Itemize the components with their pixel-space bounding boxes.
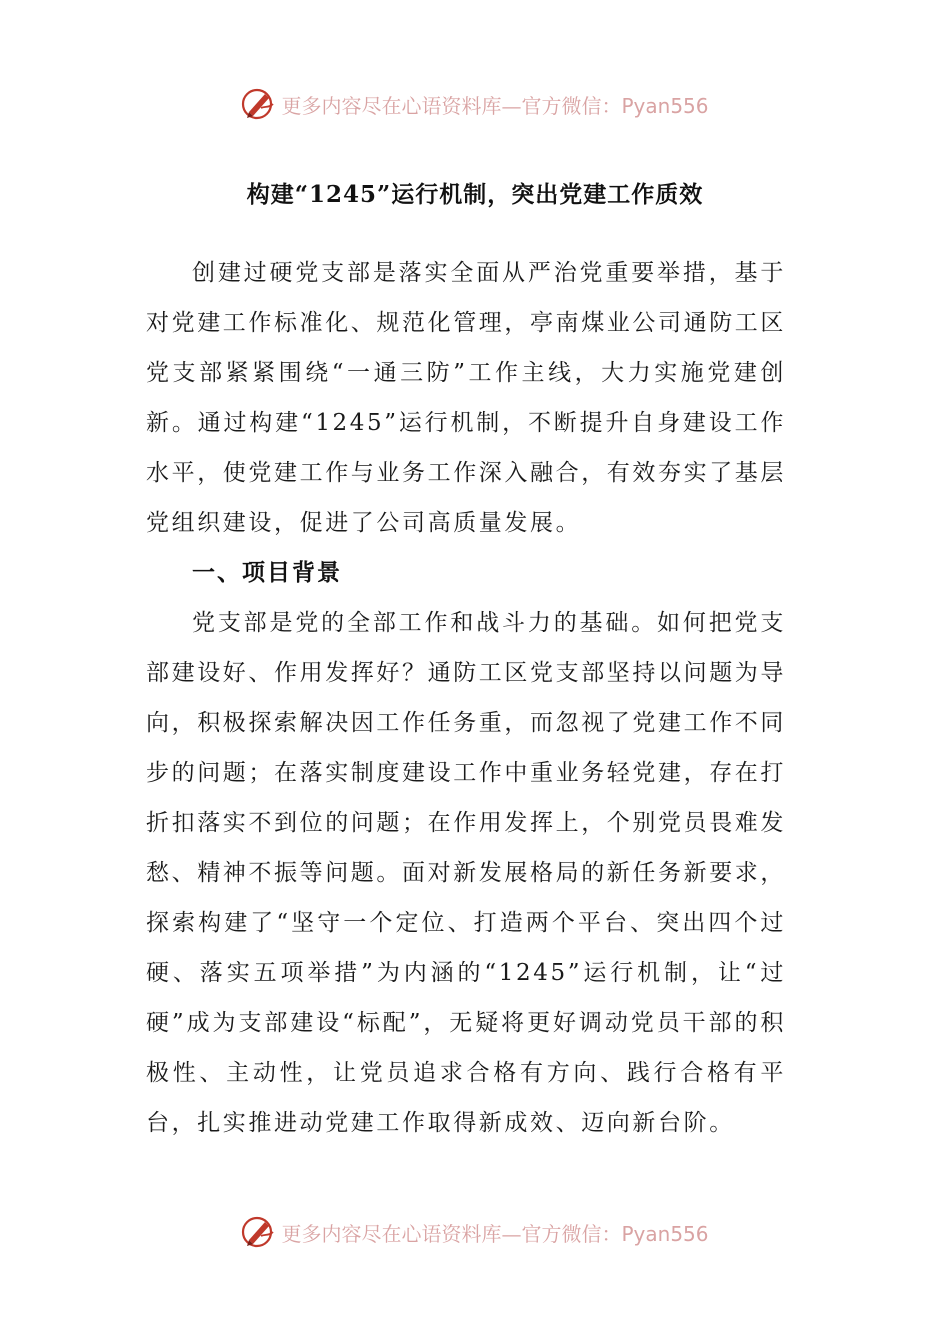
pen-logo-icon <box>241 86 277 122</box>
watermark-banner-bottom <box>0 1212 950 1252</box>
section-heading-background: 一、项目背景 <box>192 559 342 586</box>
background-paragraph: 党支部是党的全部工作和战斗力的基础。如何把党支部建设好、作用发挥好？通防工区党支部坚持以问题为导向，积极探索解决因工作任务重，而忽视了党建工作不同步的问题；在落实制度建设工作中重业务轻党建，存在打折扣落实不到位的问题；在作用发挥上，个别党员畏难发愁、精神不振等问题。面对新发展格局的新任务新要求，探索构建了“坚守一个定位、打造两个平台、突出四个过硬、落实五项举措”为内涵的“1245”运行机制，让“过硬”成为支部建设“标配”，无疑将更好调动党员干部的积极性、主动性，让党员追求合格有方向、践行合格有平台，扎实推进动党建工作取得新成效、迈向新台阶。 <box>146 610 786 1136</box>
watermark-text: 更多内容尽在心语资料库—官方微信：Pyan556 <box>281 93 709 118</box>
watermark-banner-top <box>0 84 950 124</box>
document-title: 构建“1245”运行机制，突出党建工作质效 <box>246 181 704 208</box>
watermark-text: 更多内容尽在心语资料库—官方微信：Pyan556 <box>281 1221 709 1246</box>
pen-logo-icon <box>241 1214 277 1250</box>
wechat-id: Pyan556 <box>621 93 709 118</box>
document-body <box>146 248 786 1148</box>
wechat-id: Pyan556 <box>621 1221 709 1246</box>
intro-paragraph: 创建过硬党支部是落实全面从严治党重要举措，基于对党建工作标准化、规范化管理，亭南煤业公司通防工区党支部紧紧围绕“一通三防”工作主线，大力实施党建创新。通过构建“1245”运行机制，不断提升自身建设工作水平，使党建工作与业务工作深入融合，有效夯实了基层党组织建设，促进了公司高质量发展。 <box>146 260 786 536</box>
